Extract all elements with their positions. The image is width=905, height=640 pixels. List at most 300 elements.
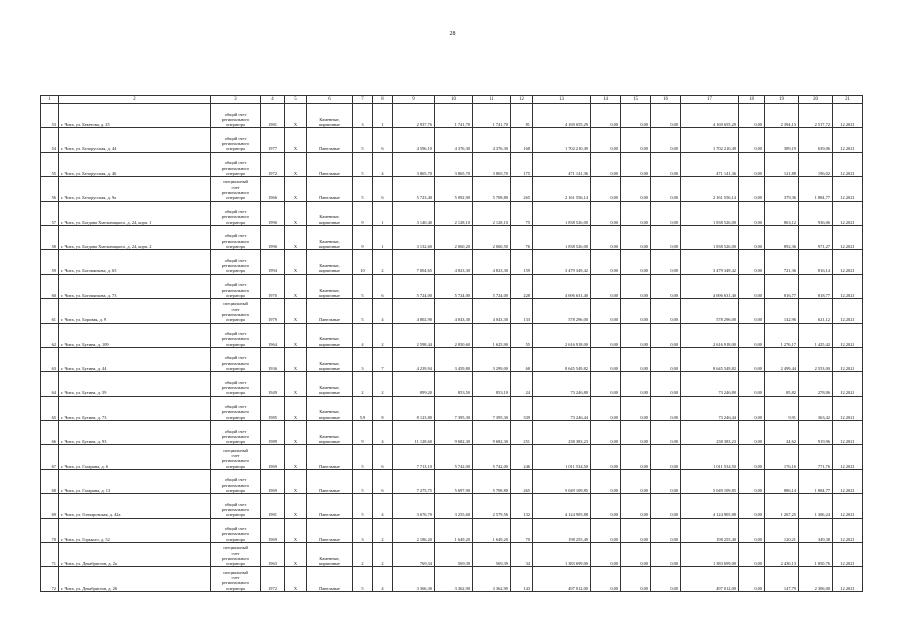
column-number: 8	[373, 96, 393, 104]
area-residential: 3 865,70	[473, 152, 511, 176]
fund-account-line: специальный	[223, 545, 248, 551]
area-residential: 2 128,10	[473, 201, 511, 225]
column-number: 20	[799, 96, 833, 104]
table-row	[41, 421, 863, 445]
completion-date: 12.2021	[833, 250, 863, 274]
completion-date: 12.2021	[833, 396, 863, 420]
wall-material-line: Каменные,	[319, 409, 340, 415]
total-area: 899,20	[393, 372, 435, 396]
funds-owners: 1 702 210,49	[681, 128, 739, 152]
unit-cost: 1 267,25	[765, 494, 799, 518]
funds-regional: 0,00	[621, 128, 651, 152]
row-number: 67	[41, 445, 59, 469]
fund-account-line: регионального	[221, 433, 250, 439]
funds-federal: 0,00	[591, 445, 621, 469]
funds-local: 0,00	[651, 225, 681, 249]
wall-material-line: Каменные,	[319, 238, 340, 244]
funds-local: 0,00	[651, 494, 681, 518]
completion-date: 12.2021	[833, 201, 863, 225]
fund-account-line: оператора	[226, 146, 245, 152]
fund-account-line: регионального	[221, 507, 250, 513]
floors: 4	[353, 323, 373, 347]
max-unit-cost: 1 884,77	[799, 177, 833, 201]
funds-owners: 4 696 631,40	[681, 274, 739, 298]
fund-account-line: регионального	[221, 385, 250, 391]
cost-total: 1 383 699,00	[533, 543, 591, 567]
fund-account-line: оператора	[226, 292, 245, 298]
area-premises: 5 742,00	[435, 445, 473, 469]
cost-total: 1 838 526,00	[533, 225, 591, 249]
funds-other: 0,00	[739, 323, 765, 347]
residents: 81	[511, 104, 533, 128]
funds-other: 0,00	[739, 201, 765, 225]
build-year: 1981	[261, 494, 285, 518]
completion-date: 12.2021	[833, 543, 863, 567]
funds-local: 0,00	[651, 567, 681, 591]
funds-regional: 0,00	[621, 152, 651, 176]
funds-federal: 0,00	[591, 494, 621, 518]
area-premises: 7 395,30	[435, 396, 473, 420]
entrances: 1	[373, 225, 393, 249]
area-residential: 4 823,30	[473, 250, 511, 274]
mark-x: X	[285, 128, 307, 152]
fund-account-line: специальный	[223, 301, 248, 307]
area-premises: 1 649,20	[435, 518, 473, 542]
fund-account-line: оператора	[226, 390, 245, 396]
funds-federal: 0,00	[591, 225, 621, 249]
column-number: 7	[353, 96, 373, 104]
build-year: 1977	[261, 128, 285, 152]
wall-material-line: Каменные,	[319, 287, 340, 293]
column-number-row	[41, 96, 863, 104]
funds-local: 0,00	[651, 323, 681, 347]
build-year: 1966	[261, 177, 285, 201]
funds-federal: 0,00	[591, 128, 621, 152]
funds-federal: 0,00	[591, 567, 621, 591]
total-area: 11 128,60	[393, 421, 435, 445]
entrances: 2	[373, 543, 393, 567]
fund-account-type	[211, 323, 261, 347]
address: г. Чита, ул. Гончаровская, д. 42а	[59, 494, 211, 518]
funds-regional: 0,00	[621, 177, 651, 201]
total-area: 3 132,60	[393, 225, 435, 249]
max-unit-cost: 1 850,76	[799, 543, 833, 567]
funds-local: 0,00	[651, 274, 681, 298]
funds-federal: 0,00	[591, 347, 621, 371]
residents: 68	[511, 347, 533, 371]
wall-material	[307, 104, 353, 128]
wall-material	[307, 323, 353, 347]
funds-other: 0,00	[739, 396, 765, 420]
wall-material-line: кирпичные	[319, 439, 340, 445]
floors: 10	[353, 250, 373, 274]
area-residential: 3 362,90	[473, 567, 511, 591]
area-premises: 5 092,90	[435, 177, 473, 201]
funds-other: 0,00	[739, 274, 765, 298]
fund-account-line: оператора	[226, 122, 245, 128]
build-year: 1996	[261, 225, 285, 249]
funds-owners: 198 255,40	[681, 518, 739, 542]
wall-material-line: кирпичные	[319, 390, 340, 396]
wall-material	[307, 494, 353, 518]
address: г. Чита, ул. Декабристов, д. 2а	[59, 543, 211, 567]
address: г. Чита, ул. Богдана Хмельницкого, д. 24, корп. 1	[59, 201, 211, 225]
floors: 5	[353, 177, 373, 201]
total-area: 8 123,80	[393, 396, 435, 420]
funds-owners: 1 011 534,50	[681, 445, 739, 469]
build-year: 1996	[261, 201, 285, 225]
funds-regional: 0,00	[621, 469, 651, 493]
table-row	[41, 445, 863, 469]
build-year: 1969	[261, 445, 285, 469]
fund-account-line: счет	[231, 452, 240, 458]
row-number: 64	[41, 372, 59, 396]
residents: 175	[511, 152, 533, 176]
total-area: 2 598,44	[393, 323, 435, 347]
total-area: 3 676,70	[393, 494, 435, 518]
funds-owners: 73 246,80	[681, 372, 739, 396]
unit-cost: 1 276,17	[765, 323, 799, 347]
wall-material-line: Панельные	[319, 585, 340, 591]
funds-regional: 0,00	[621, 201, 651, 225]
fund-account-line: регионального	[221, 165, 250, 171]
fund-account-type	[211, 445, 261, 469]
fund-account-line: регионального	[221, 116, 250, 122]
wall-material-line: Каменные,	[319, 360, 340, 366]
area-premises: 3 255,60	[435, 494, 473, 518]
table-row	[41, 567, 863, 591]
cost-total: 1 702 210,49	[533, 128, 591, 152]
funds-local: 0,00	[651, 543, 681, 567]
floors: 5	[353, 128, 373, 152]
wall-material	[307, 128, 353, 152]
max-unit-cost: 2 306,00	[799, 567, 833, 591]
area-premises: 9 682,30	[435, 421, 473, 445]
address: г. Чита, ул. Бутина, д. 73	[59, 396, 211, 420]
mark-x: X	[285, 152, 307, 176]
area-premises: 2 060,20	[435, 225, 473, 249]
funds-federal: 0,00	[591, 274, 621, 298]
unit-cost: 24,62	[765, 421, 799, 445]
funds-local: 0,00	[651, 299, 681, 323]
residents: 251	[511, 421, 533, 445]
address: г. Чита, ул. Богомягкова, д. 73	[59, 274, 211, 298]
unit-cost: 816,77	[765, 274, 799, 298]
funds-other: 0,00	[739, 421, 765, 445]
wall-material-line: Каменные,	[319, 433, 340, 439]
fund-account-line: специальный	[223, 569, 248, 575]
mark-x: X	[285, 274, 307, 298]
entrances: 8	[373, 396, 393, 420]
build-year: 1972	[261, 152, 285, 176]
floors: 9	[353, 421, 373, 445]
address: г. Чита, ул. Богдана Хмельницкого, д. 24, корп. 2	[59, 225, 211, 249]
completion-date: 12.2021	[833, 494, 863, 518]
wall-material	[307, 421, 353, 445]
fund-account-line: оператора	[226, 561, 245, 567]
column-number: 17	[681, 96, 739, 104]
fund-account-line: общий счет	[224, 404, 247, 410]
address: г. Чита, ул. Белорусская, д. 9а	[59, 177, 211, 201]
wall-material	[307, 445, 353, 469]
table-row	[41, 250, 863, 274]
fund-account-type	[211, 567, 261, 591]
column-number: 11	[473, 96, 511, 104]
funds-owners: 4 124 905,88	[681, 494, 739, 518]
entrances: 4	[373, 152, 393, 176]
fund-account-line: оператора	[226, 585, 245, 591]
fund-account-line: специальный	[223, 447, 248, 453]
table-row	[41, 323, 863, 347]
mark-x: X	[285, 567, 307, 591]
completion-date: 12.2021	[833, 152, 863, 176]
wall-material-line: кирпичные	[319, 219, 340, 225]
funds-local: 0,00	[651, 421, 681, 445]
total-area: 7 004,65	[393, 250, 435, 274]
cost-total: 2 616 918,00	[533, 323, 591, 347]
build-year: 1972	[261, 567, 285, 591]
funds-other: 0,00	[739, 372, 765, 396]
area-premises: 4 376,30	[435, 128, 473, 152]
wall-material	[307, 372, 353, 396]
cost-total: 5 049 109,85	[533, 469, 591, 493]
fund-account-type	[211, 372, 261, 396]
funds-local: 0,00	[651, 347, 681, 371]
mark-x: X	[285, 201, 307, 225]
funds-regional: 0,00	[621, 104, 651, 128]
fund-account-line: регионального	[221, 360, 250, 366]
fund-account-type	[211, 543, 261, 567]
funds-other: 0,00	[739, 250, 765, 274]
entrances: 2	[373, 518, 393, 542]
table-row	[41, 152, 863, 176]
floors: 5	[353, 469, 373, 493]
fund-account-line: регионального	[221, 409, 250, 415]
funds-owners: 497 012,00	[681, 567, 739, 591]
area-residential: 5 724,00	[473, 274, 511, 298]
wall-material-line: Каменные,	[319, 555, 340, 561]
area-residential: 1 649,20	[473, 518, 511, 542]
completion-date: 12.2021	[833, 445, 863, 469]
entrances: 4	[373, 421, 393, 445]
funds-owners: 238 383,23	[681, 421, 739, 445]
fund-account-type	[211, 177, 261, 201]
wall-material-line: кирпичные	[319, 122, 340, 128]
address: г. Чита, ул. Декабристов, д. 26	[59, 567, 211, 591]
funds-local: 0,00	[651, 372, 681, 396]
mark-x: X	[285, 518, 307, 542]
residents: 159	[511, 250, 533, 274]
max-unit-cost: 196,02	[799, 152, 833, 176]
build-year: 1970	[261, 274, 285, 298]
table-row	[41, 128, 863, 152]
entrances: 2	[373, 323, 393, 347]
fund-account-line: оператора	[226, 439, 245, 445]
residents: 70	[511, 518, 533, 542]
funds-federal: 0,00	[591, 421, 621, 445]
fund-account-line: оператора	[226, 463, 245, 469]
completion-date: 12.2021	[833, 518, 863, 542]
fund-account-line: общий счет	[224, 331, 247, 337]
funds-owners: 1 383 699,00	[681, 543, 739, 567]
fund-account-line: регионального	[221, 214, 250, 220]
fund-account-line: общий счет	[224, 135, 247, 141]
residents: 168	[511, 128, 533, 152]
funds-regional: 0,00	[621, 299, 651, 323]
wall-material	[307, 274, 353, 298]
fund-account-line: оператора	[226, 414, 245, 420]
build-year: 1964	[261, 323, 285, 347]
floors: 5	[353, 494, 373, 518]
funds-other: 0,00	[739, 469, 765, 493]
area-residential: 3 299,00	[473, 347, 511, 371]
residents: 143	[511, 567, 533, 591]
wall-material-line: кирпичные	[319, 366, 340, 371]
funds-other: 0,00	[739, 152, 765, 176]
funds-owners: 578 296,00	[681, 299, 739, 323]
floors: 5	[353, 274, 373, 298]
area-residential: 1 625,90	[473, 323, 511, 347]
max-unit-cost: 816,14	[799, 250, 833, 274]
address: г. Чита, ул. Бутина, д. 93	[59, 421, 211, 445]
funds-regional: 0,00	[621, 567, 651, 591]
completion-date: 12.2021	[833, 421, 863, 445]
wall-material	[307, 299, 353, 323]
funds-federal: 0,00	[591, 299, 621, 323]
fund-account-line: счет	[231, 574, 240, 580]
mark-x: X	[285, 347, 307, 371]
row-number: 65	[41, 396, 59, 420]
table-row	[41, 201, 863, 225]
fund-account-line: общий счет	[224, 257, 247, 263]
area-premises: 569,39	[435, 543, 473, 567]
funds-owners: 4 169 655,29	[681, 104, 739, 128]
row-number: 63	[41, 347, 59, 371]
column-number: 3	[211, 96, 261, 104]
wall-material	[307, 347, 353, 371]
fund-account-line: общий счет	[224, 160, 247, 166]
wall-material-line: Панельные	[319, 170, 340, 176]
fund-account-line: регионального	[221, 189, 250, 195]
completion-date: 12.2021	[833, 469, 863, 493]
funds-federal: 0,00	[591, 177, 621, 201]
funds-local: 0,00	[651, 469, 681, 493]
area-residential: 9 682,30	[473, 421, 511, 445]
cost-total: 73 246,80	[533, 372, 591, 396]
wall-material-line: Каменные,	[319, 116, 340, 122]
fund-account-line: оператора	[226, 268, 245, 274]
address: г. Чита, ул. Белорусская, д. 44	[59, 128, 211, 152]
fund-account-type	[211, 104, 261, 128]
fund-account-type	[211, 201, 261, 225]
column-number: 1	[41, 96, 59, 104]
floors: 5	[353, 445, 373, 469]
mark-x: X	[285, 421, 307, 445]
wall-material-line: кирпичные	[319, 292, 340, 298]
fund-account-line: регионального	[221, 531, 250, 537]
total-area: 5 723,40	[393, 177, 435, 201]
funds-owners: 471 141,36	[681, 152, 739, 176]
mark-x: X	[285, 543, 307, 567]
entrances: 4	[373, 567, 393, 591]
wall-material-line: Каменные,	[319, 385, 340, 391]
funds-other: 0,00	[739, 347, 765, 371]
max-unit-cost: 919,96	[799, 421, 833, 445]
fund-account-line: оператора	[226, 170, 245, 176]
wall-material-line: кирпичные	[319, 244, 340, 250]
funds-regional: 0,00	[621, 518, 651, 542]
mark-x: X	[285, 469, 307, 493]
cost-total: 198 255,40	[533, 518, 591, 542]
mark-x: X	[285, 323, 307, 347]
table-row	[41, 469, 863, 493]
address: г. Чита, ул. Бутина, д. 109	[59, 323, 211, 347]
funds-owners: 2 161 556,14	[681, 177, 739, 201]
cost-total: 1 011 534,50	[533, 445, 591, 469]
column-number: 19	[765, 96, 799, 104]
address: г. Чита, ул. Бутина, д. 59	[59, 372, 211, 396]
fund-account-type	[211, 494, 261, 518]
build-year: 1969	[261, 518, 285, 542]
fund-account-line: оператора	[226, 487, 245, 493]
address: г. Чита, ул. Горького, д. 52	[59, 518, 211, 542]
area-premises: 2 050,60	[435, 323, 473, 347]
total-area: 7 275,75	[393, 469, 435, 493]
fund-account-line: оператора	[226, 244, 245, 250]
table-row	[41, 396, 863, 420]
completion-date: 12.2021	[833, 225, 863, 249]
fund-account-line: общий счет	[224, 233, 247, 239]
area-residential: 4 043,30	[473, 299, 511, 323]
build-year: 1969	[261, 469, 285, 493]
max-unit-cost: 971,27	[799, 225, 833, 249]
build-year: 1963	[261, 543, 285, 567]
row-number: 55	[41, 152, 59, 176]
funds-regional: 0,00	[621, 323, 651, 347]
page-number: 28	[449, 31, 456, 37]
cost-total: 497 012,00	[533, 567, 591, 591]
wall-material	[307, 396, 353, 420]
floors: 9	[353, 201, 373, 225]
fund-account-type	[211, 396, 261, 420]
row-number: 57	[41, 201, 59, 225]
total-area: 4 802,90	[393, 299, 435, 323]
column-number: 4	[261, 96, 285, 104]
entrances: 4	[373, 299, 393, 323]
mark-x: X	[285, 104, 307, 128]
total-area: 2 937,76	[393, 104, 435, 128]
funds-regional: 0,00	[621, 494, 651, 518]
funds-other: 0,00	[739, 445, 765, 469]
wall-material-line: Панельные	[319, 317, 340, 323]
row-number: 58	[41, 225, 59, 249]
wall-material-line: Панельные	[319, 195, 340, 201]
column-number: 15	[621, 96, 651, 104]
residents: 75	[511, 201, 533, 225]
row-number: 69	[41, 494, 59, 518]
funds-local: 0,00	[651, 250, 681, 274]
column-number: 5	[285, 96, 307, 104]
completion-date: 12.2021	[833, 128, 863, 152]
housing-register-table	[40, 95, 863, 592]
fund-account-line: регионального	[221, 141, 250, 147]
fund-account-line: оператора	[226, 317, 245, 323]
fund-account-line: оператора	[226, 219, 245, 225]
max-unit-cost: 621,12	[799, 299, 833, 323]
fund-account-line: общий счет	[224, 501, 247, 507]
build-year: 1985	[261, 396, 285, 420]
mark-x: X	[285, 396, 307, 420]
